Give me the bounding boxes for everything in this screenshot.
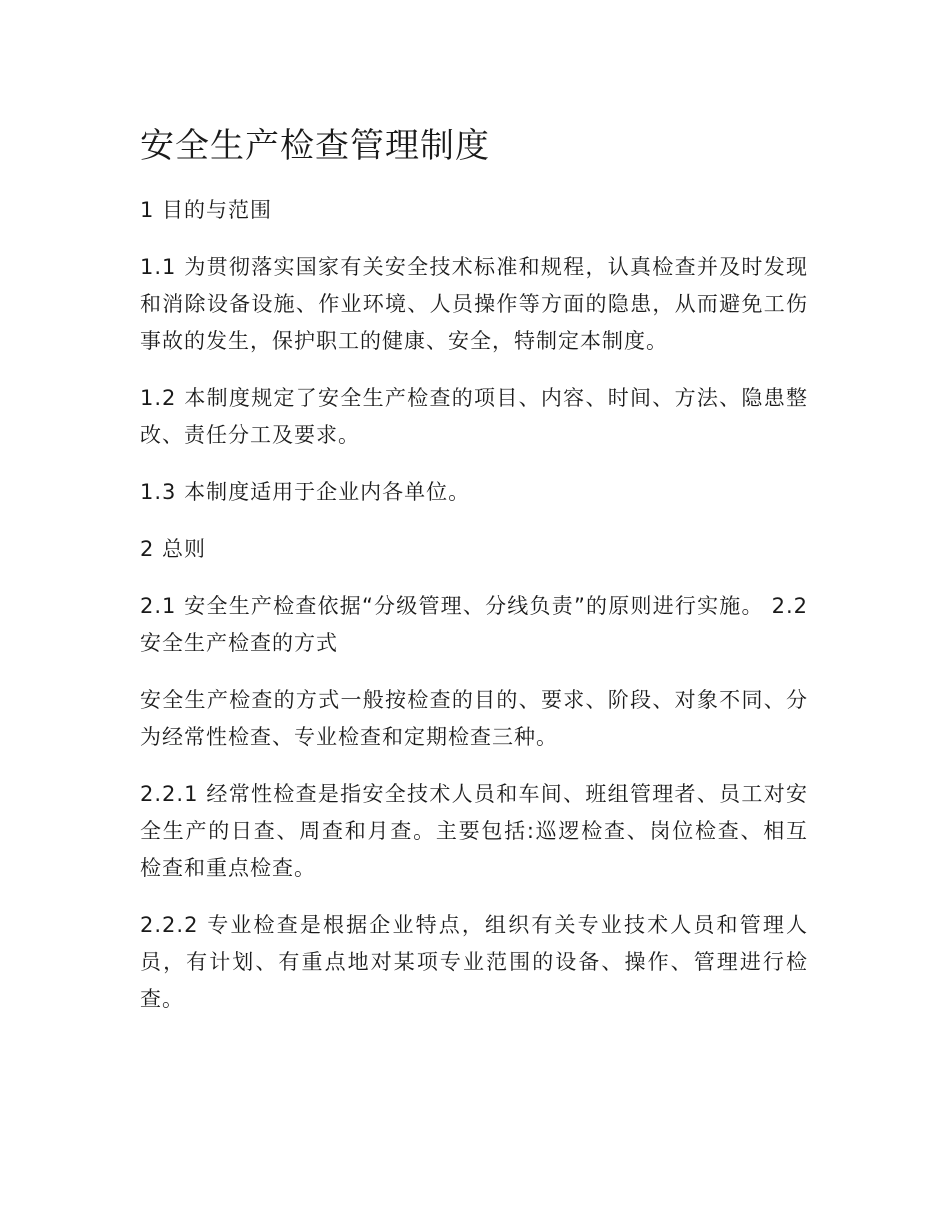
paragraph-2-2-1: 2.2.1 经常性检查是指安全技术人员和车间、班组管理者、员工对安全生产的日查、周查和月查。主要包括:巡逻检查、岗位检查、相互检查和重点检查。 <box>140 782 808 880</box>
section-heading-2: 2 总则 <box>140 537 207 561</box>
paragraph-2-1: 2.1 安全生产检查依据“分级管理、分线负责”的原则进行实施。 2.2 安全生产检查的方式 <box>140 594 808 655</box>
paragraph-2-2: 安全生产检查的方式一般按检查的目的、要求、阶段、对象不同、分为经常性检查、专业检查和定期检查三种。 <box>140 688 808 749</box>
document-title: 安全生产检查管理制度 <box>140 126 490 166</box>
paragraph-1-2: 1.2 本制度规定了安全生产检查的项目、内容、时间、方法、隐患整改、责任分工及要求。 <box>140 386 808 447</box>
paragraph-1-3: 1.3 本制度适用于企业内各单位。 <box>140 480 471 504</box>
paragraph-2-2-2: 2.2.2 专业检查是根据企业特点，组织有关专业技术人员和管理人员，有计划、有重点地对某项专业范围的设备、操作、管理进行检查。 <box>140 913 808 1011</box>
section-heading-1: 1 目的与范围 <box>140 198 273 222</box>
paragraph-1-1: 1.1 为贯彻落实国家有关安全技术标准和规程，认真检查并及时发现和消除设备设施、作业环境、人员操作等方面的隐患，从而避免工伤事故的发生，保护职工的健康、安全，特制定本制度。 <box>140 255 808 353</box>
document-page <box>140 118 808 1038</box>
